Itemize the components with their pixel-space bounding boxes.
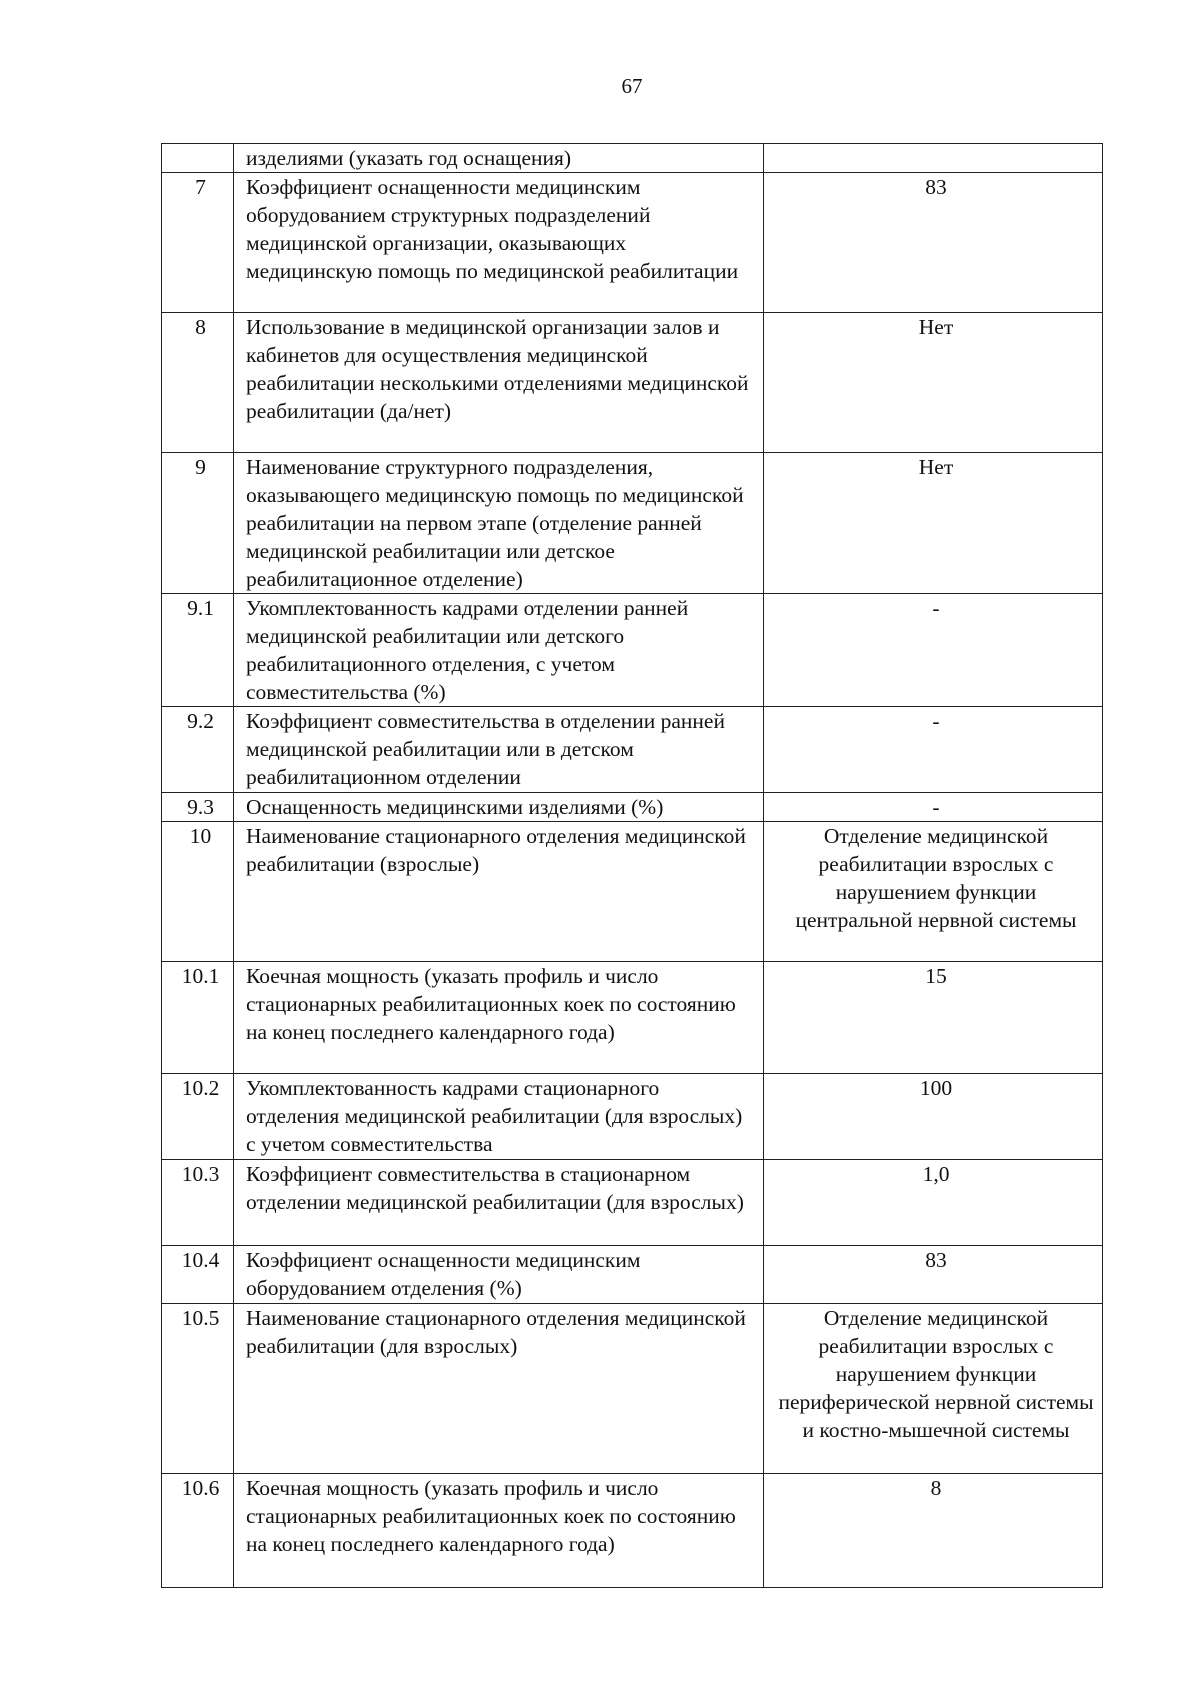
row-number: 10.5 (162, 1304, 234, 1474)
row-value: Нет (764, 313, 1103, 453)
row-description: Коечная мощность (указать профиль и число стационарных реабилитационных коек по состоянию на конец последнего календарного года) (234, 1474, 764, 1588)
row-number (162, 144, 234, 173)
row-description: Коэффициент совместительства в стационарном отделении медицинской реабилитации (для взрослых) (234, 1160, 764, 1246)
table-row (162, 313, 1103, 453)
row-description: Использование в медицинской организации залов и кабинетов для осуществления медицинской реабилитации несколькими отделениями медицинской реабилитации (да/нет) (234, 313, 764, 453)
table-row (162, 453, 1103, 594)
table-row (162, 822, 1103, 962)
row-number: 10.4 (162, 1246, 234, 1304)
row-description: Наименование стационарного отделения медицинской реабилитации (взрослые) (234, 822, 764, 962)
table-row (162, 1304, 1103, 1474)
row-number: 8 (162, 313, 234, 453)
row-value: - (764, 793, 1103, 822)
row-value: 83 (764, 1246, 1103, 1304)
row-description: Наименование стационарного отделения медицинской реабилитации (для взрослых) (234, 1304, 764, 1474)
page-number: 67 (621, 74, 643, 98)
row-number: 9.3 (162, 793, 234, 822)
indicator-table (161, 143, 1103, 1588)
row-value: - (764, 707, 1103, 793)
row-description: Укомплектованность кадрами стационарного отделения медицинской реабилитации (для взрослых) с учетом совместительства (234, 1074, 764, 1160)
table-row (162, 594, 1103, 707)
row-number: 10.1 (162, 962, 234, 1074)
row-value: Нет (764, 453, 1103, 594)
table-row (162, 173, 1103, 313)
row-number: 9 (162, 453, 234, 594)
table-row (162, 707, 1103, 793)
row-value: Отделение медицинской реабилитации взрослых с нарушением функции центральной нервной системы (764, 822, 1103, 962)
row-value: 1,0 (764, 1160, 1103, 1246)
row-description: Наименование структурного подразделения, оказывающего медицинскую помощь по медицинской реабилитации на первом этапе (отделение ранней медицинской реабилитации или детское реабилитационное отделение) (234, 453, 764, 594)
table-row (162, 144, 1103, 173)
row-value: 100 (764, 1074, 1103, 1160)
row-value: 15 (764, 962, 1103, 1074)
row-description: изделиями (указать год оснащения) (234, 144, 764, 173)
row-description: Укомплектованность кадрами отделении ранней медицинской реабилитации или детского реабилитационного отделения, с учетом совместительства (%) (234, 594, 764, 707)
row-number: 10 (162, 822, 234, 962)
row-number: 7 (162, 173, 234, 313)
row-description: Коэффициент оснащенности медицинским оборудованием отделения (%) (234, 1246, 764, 1304)
row-description: Коечная мощность (указать профиль и число стационарных реабилитационных коек по состоянию на конец последнего календарного года) (234, 962, 764, 1074)
table-row (162, 1474, 1103, 1588)
table-row (162, 1160, 1103, 1246)
row-number: 9.1 (162, 594, 234, 707)
table-row (162, 1246, 1103, 1304)
row-number: 9.2 (162, 707, 234, 793)
row-value: - (764, 594, 1103, 707)
row-description: Оснащенность медицинскими изделиями (%) (234, 793, 764, 822)
table-row (162, 1074, 1103, 1160)
table-row (162, 793, 1103, 822)
row-value (764, 144, 1103, 173)
row-description: Коэффициент оснащенности медицинским оборудованием структурных подразделений медицинской организации, оказывающих медицинскую помощь по медицинской реабилитации (234, 173, 764, 313)
row-number: 10.3 (162, 1160, 234, 1246)
row-value: 83 (764, 173, 1103, 313)
table-row (162, 962, 1103, 1074)
row-number: 10.2 (162, 1074, 234, 1160)
row-value: 8 (764, 1474, 1103, 1588)
row-description: Коэффициент совместительства в отделении ранней медицинской реабилитации или в детском реабилитационном отделении (234, 707, 764, 793)
row-value: Отделение медицинской реабилитации взрослых с нарушением функции периферической нервной системы и костно-мышечной системы (764, 1304, 1103, 1474)
row-number: 10.6 (162, 1474, 234, 1588)
